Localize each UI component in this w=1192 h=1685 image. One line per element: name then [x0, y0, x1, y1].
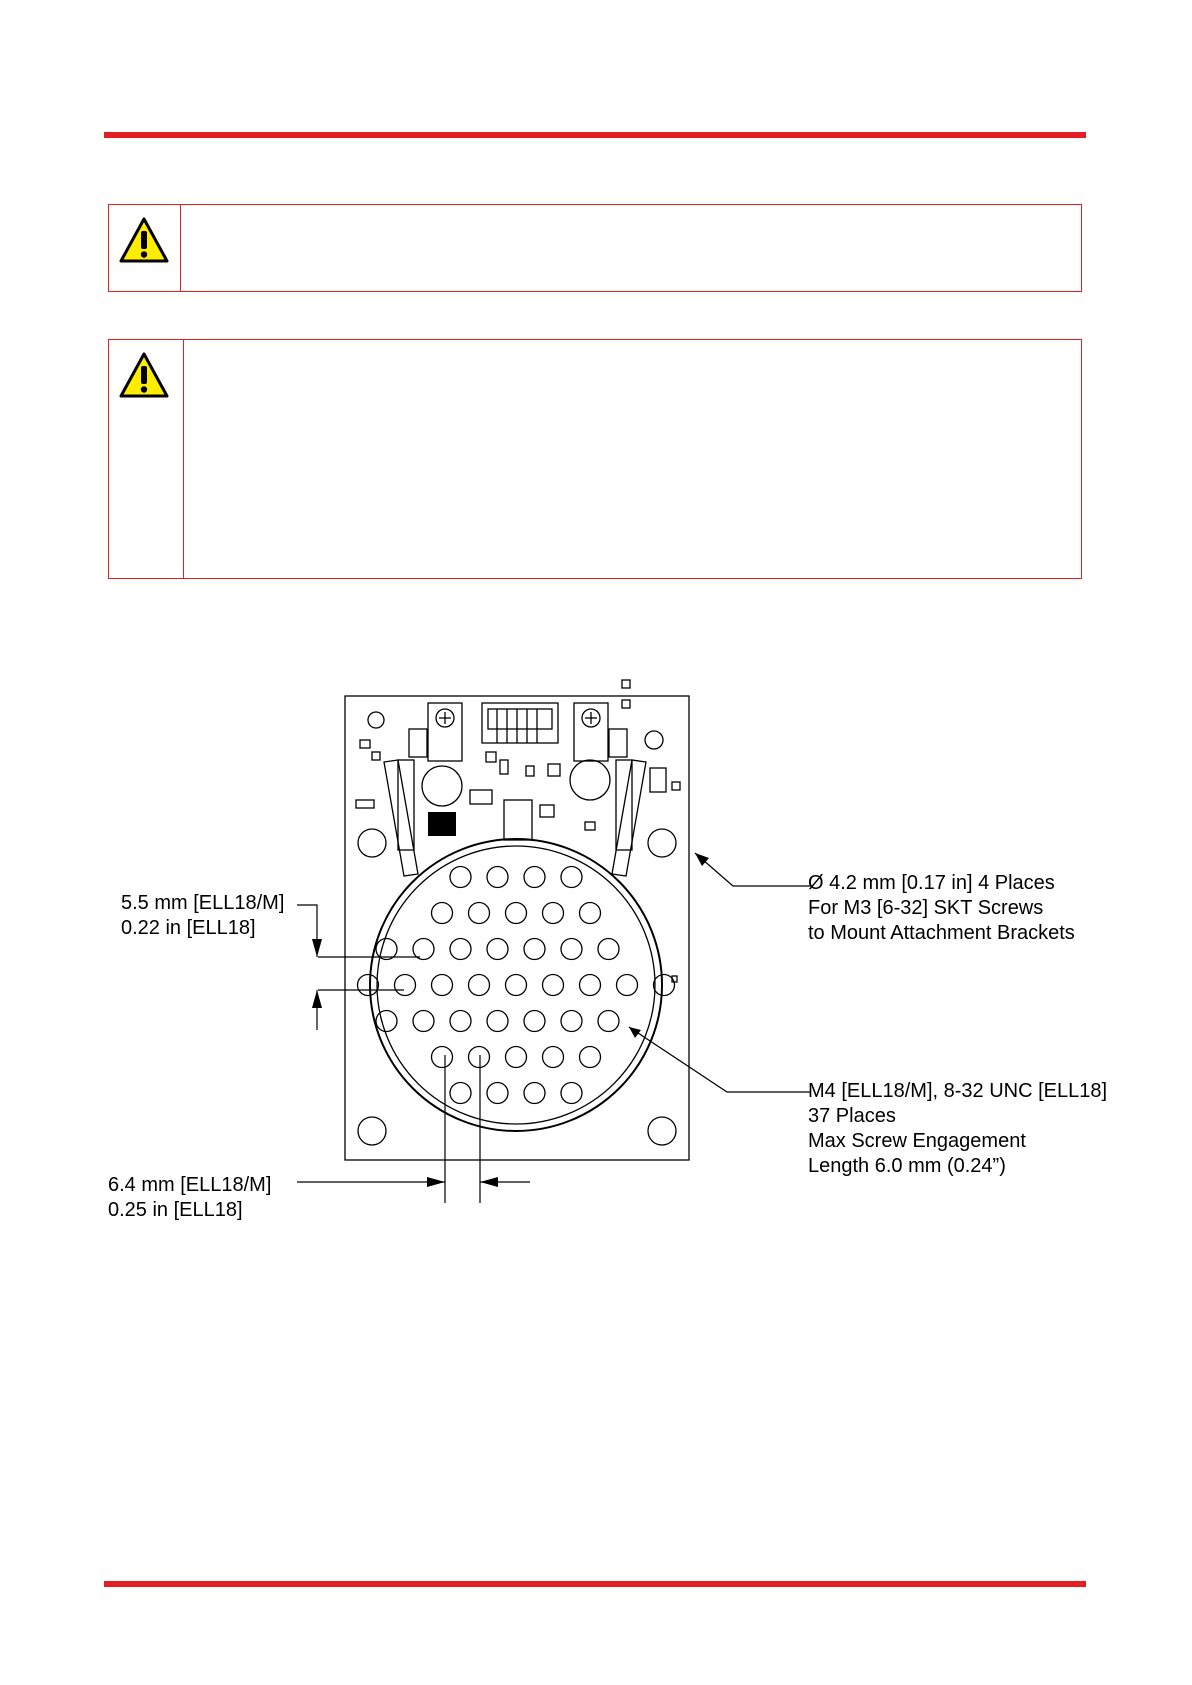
vertical-pitch-callout — [121, 891, 284, 941]
tapped-hole — [376, 939, 397, 960]
tapped-hole — [580, 1047, 601, 1068]
outer-ring — [370, 839, 662, 1131]
right-motor — [570, 703, 646, 876]
tapped-hole — [617, 975, 638, 996]
tapped-hole — [524, 939, 545, 960]
tapped-hole — [432, 903, 453, 924]
tapped-hole — [598, 939, 619, 960]
tapped-hole — [469, 975, 490, 996]
callout-line: 6.4 mm [ELL18/M] — [108, 1174, 272, 1196]
footer-rule — [104, 1581, 1086, 1587]
connector-block — [482, 703, 558, 743]
callout-line: to Mount Attachment Brackets — [808, 922, 1075, 944]
tapped-hole — [413, 939, 434, 960]
tapped-hole — [450, 1083, 471, 1104]
tapped-hole — [469, 1047, 490, 1068]
tapped-hole — [561, 867, 582, 888]
tapped-hole — [450, 939, 471, 960]
inner-ring — [377, 846, 655, 1124]
tapped-hole — [395, 975, 416, 996]
tapped-hole — [561, 939, 582, 960]
tapped-hole — [561, 1083, 582, 1104]
tapped-hole — [469, 903, 490, 924]
callout-line: For M3 [6-32] SKT Screws — [808, 897, 1044, 919]
callout-line: M4 [ELL18/M], 8-32 UNC [ELL18] — [808, 1080, 1108, 1102]
callout-line: Length 6.0 mm (0.24”) — [808, 1155, 1006, 1177]
callout-line: 5.5 mm [ELL18/M] — [121, 892, 285, 914]
callout-line: Ø 4.2 mm [0.17 in] 4 Places — [808, 872, 1055, 894]
tapped-hole — [580, 975, 601, 996]
tapped-hole — [654, 975, 675, 996]
board-outline — [345, 696, 689, 1160]
callout-line: Max Screw Engagement — [808, 1130, 1026, 1152]
tapped-hole — [506, 975, 527, 996]
tapped-hole — [432, 1047, 453, 1068]
callout-line: 37 Places — [808, 1105, 896, 1127]
tapped-hole — [524, 1011, 545, 1032]
tapped-hole — [432, 975, 453, 996]
tapped-hole — [413, 1011, 434, 1032]
tapped-hole — [543, 975, 564, 996]
tapped-hole — [358, 975, 379, 996]
horizontal-pitch-callout — [108, 1173, 271, 1223]
tapped-hole — [506, 1047, 527, 1068]
tapped-hole — [561, 1011, 582, 1032]
tapped-hole — [487, 867, 508, 888]
tapped-hole — [450, 867, 471, 888]
mount-holes-callout — [808, 871, 1075, 946]
tapped-hole — [524, 867, 545, 888]
dimension-lines — [297, 853, 810, 1203]
tapped-hole — [376, 1011, 397, 1032]
tapped-hole — [543, 1047, 564, 1068]
tapped-holes-callout — [808, 1079, 1107, 1179]
tapped-hole — [450, 1011, 471, 1032]
tapped-hole — [524, 1083, 545, 1104]
tapped-hole — [580, 903, 601, 924]
left-motor — [384, 703, 462, 876]
tapped-hole — [487, 939, 508, 960]
callout-line: 0.25 in [ELL18] — [108, 1199, 243, 1221]
tapped-hole — [487, 1083, 508, 1104]
tapped-hole — [543, 903, 564, 924]
tapped-hole — [598, 1011, 619, 1032]
callout-line: 0.22 in [ELL18] — [121, 917, 256, 939]
tapped-hole — [506, 903, 527, 924]
tapped-hole — [487, 1011, 508, 1032]
